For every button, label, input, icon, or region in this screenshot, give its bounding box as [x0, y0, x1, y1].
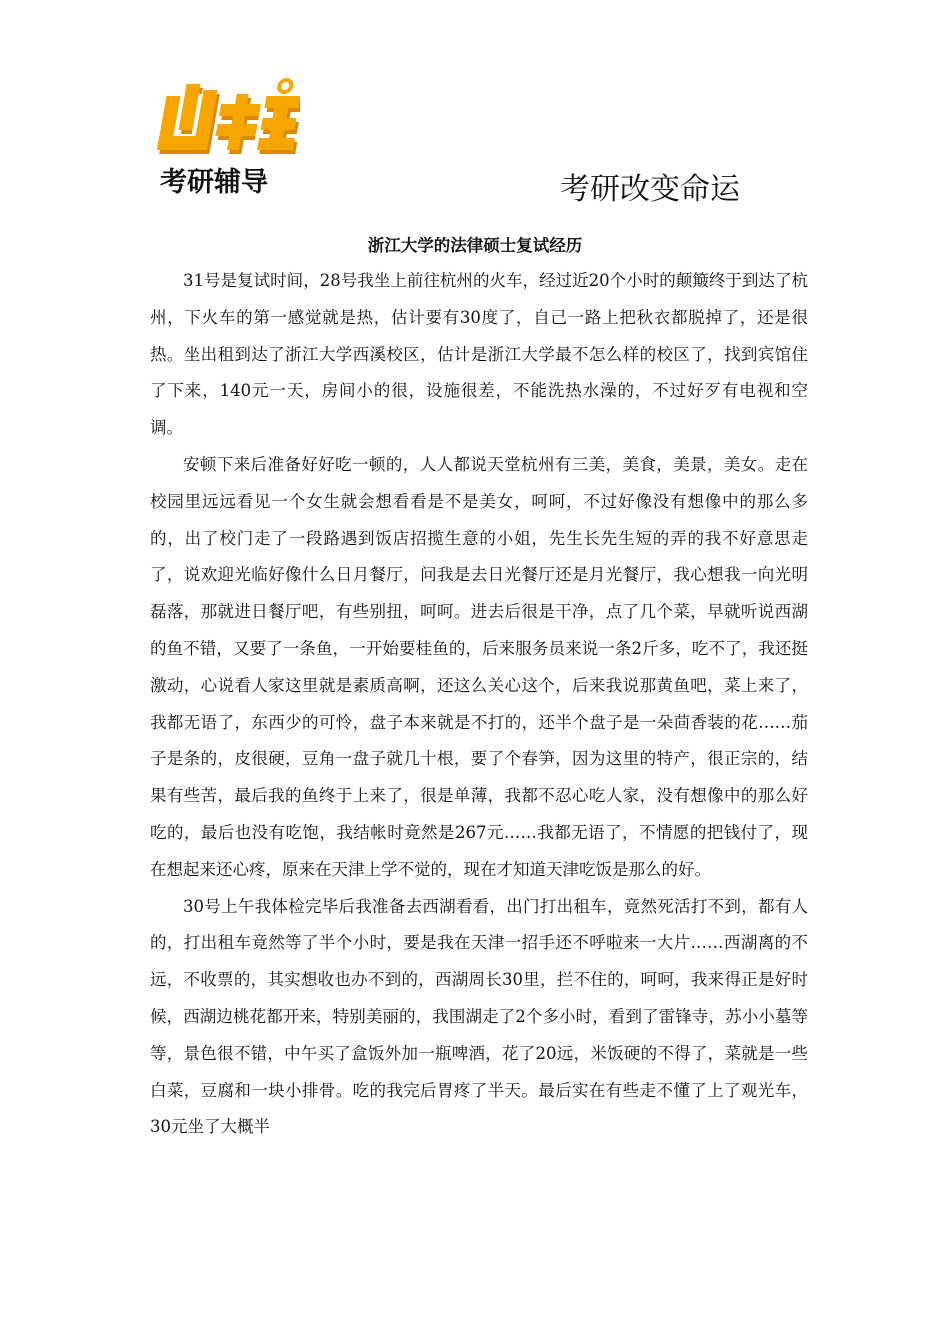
paragraph: 31号是复试时间，28号我坐上前往杭州的火车，经过近20个小时的颠簸终于到达了杭州，下火车的第一感觉就是热，估计要有30度了，自己一路上把秋衣都脱掉了，还是很热。坐出租到达了浙江大学西溪校区，估计是浙江大学最不怎么样的校区了，找到宾馆住了下来，140元一天，房间小的很，设施很差，不能洗热水澡的，不过好歹有电视和空调。: [150, 271, 808, 438]
kaicheng-logo: [150, 76, 300, 196]
kaicheng-logo-mark: [150, 76, 300, 164]
article-title: 浙江大学的法律硕士复试经历: [367, 236, 583, 255]
article-body: [150, 263, 808, 1146]
slogan: 考研改变命运: [560, 172, 740, 207]
paragraph: 30号上午我体检完毕后我准备去西湖看看，出门打出租车，竟然死活打不到，都有人的，打出租车竟然等了半个小时，要是我在天津一招手还不呼啦来一大片……西湖离的不远，不收票的，其实想收也办不到的，西湖周长30里，拦不住的，呵呵，我来得正是好时候，西湖边桃花都开来，特别美丽的，我围湖走了2个多小时，看到了雷锋寺，苏小小墓等等，景色很不错，中午买了盒饭外加一瓶啤酒，花了20远，米饭硬的不得了，菜就是一些白菜，豆腐和一块小排骨。吃的我完后胃疼了半天。最后实在有些走不懂了上了观光车，30元坐了大概半: [150, 896, 808, 1137]
paragraph: 安顿下来后准备好好吃一顿的，人人都说天堂杭州有三美，美食，美景，美女。走在校园里远远看见一个女生就会想看看是不是美女，呵呵，不过好像没有想像中的那么多的，出了校门走了一段路遇到饭店招揽生意的小姐，先生长先生短的弄的我不好意思走了，说欢迎光临好像什么日月餐厅，问我是去日光餐厅还是月光餐厅，我心想我一向光明磊落，那就进日餐厅吧，有些别扭，呵呵。进去后很是干净，点了几个菜，早就听说西湖的鱼不错，又要了一条鱼，一开始要桂鱼的，后来服务员来说一条2斤多，吃不了，我还挺激动，心说看人家这里就是素质高啊，还这么关心这个，后来我说那黄鱼吧，菜上来了，我都无语了，东西少的可怜，盘子本来就是不打的，还半个盘子是一朵茴香装的花……茄子是条的，皮很硬，豆角一盘子就几十根，要了个春笋，因为这里的特产，很正宗的，结果有些苦，最后我的鱼终于上来了，很是单薄，我都不忍心吃人家，没有想像中的那么好吃的，最后也没有吃饱，我结帐时竟然是267元……我都无语了，不情愿的把钱付了，现在想起来还心疼，原来在天津上学不觉的，现在才知道天津吃饭是那么的好。: [150, 454, 808, 879]
logo-subtitle: 考研辅导: [160, 167, 268, 198]
